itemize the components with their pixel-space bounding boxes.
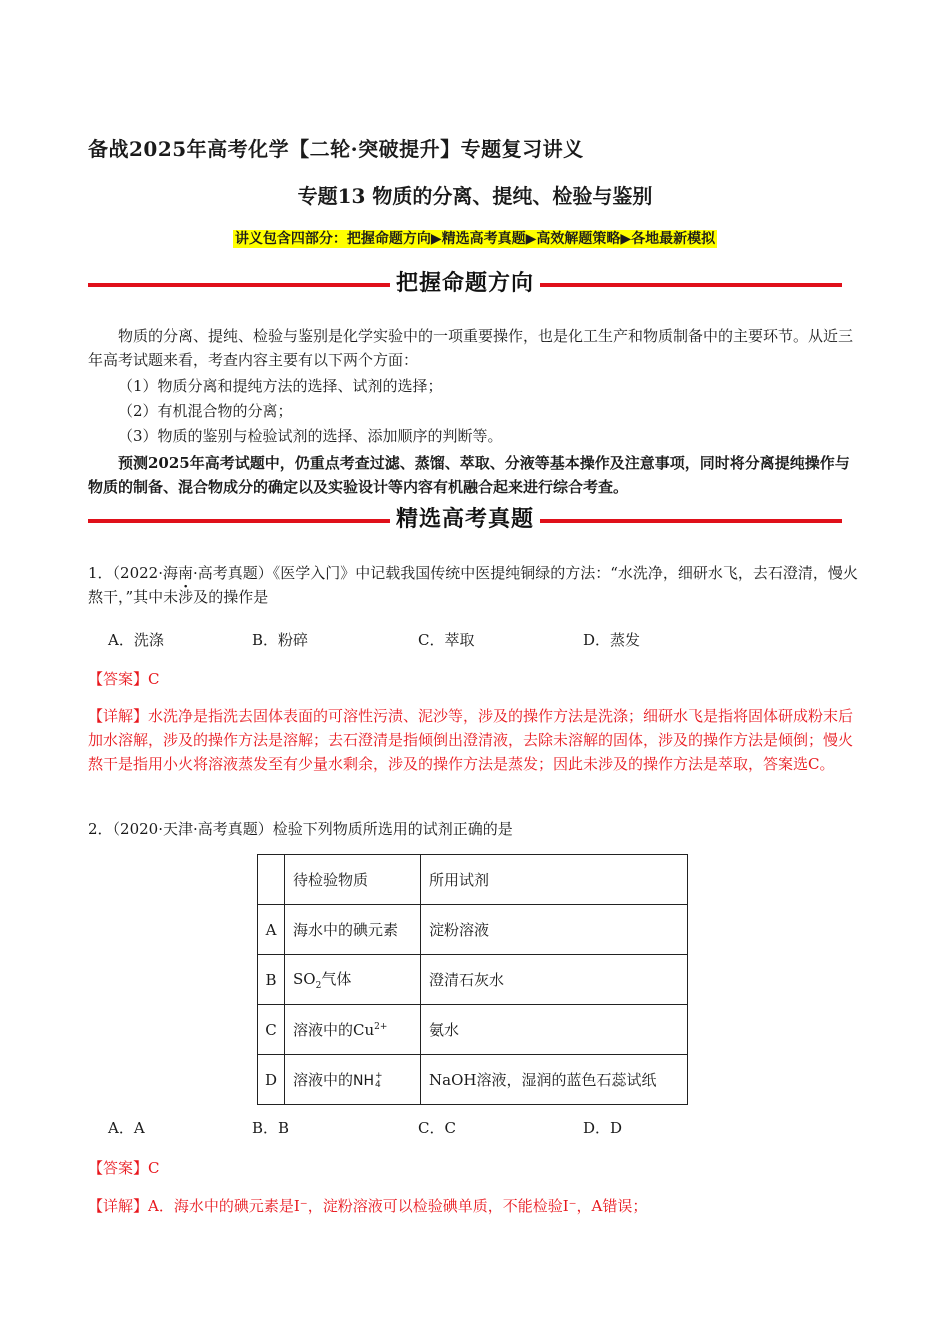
answer-label: 【答案】 <box>88 1159 149 1177</box>
option-b: B．粉碎 <box>252 631 309 649</box>
row-label: C <box>258 1005 285 1055</box>
stem-text: 1．（2022·海南·高考真题）《医学入门》中记载我国传统中医提纯铜绿的方法：“水洗净，细研水飞，去石澄清，慢火熬干，”其中 <box>88 564 858 606</box>
direction-paragraph: 物质的分离、提纯、检验与鉴别是化学实验中的一项重要操作，也是化工生产和物质制备中的主要环节。从近三年高考试题来看，考查内容主要有以下两个方面： <box>88 327 854 369</box>
topic-title: 专题13 物质的分离、提纯、检验与鉴别 <box>297 184 653 208</box>
option-d: D．蒸发 <box>583 631 641 649</box>
row-reagent: 氨水 <box>421 1005 688 1055</box>
formula-superscript: 2+ <box>374 1022 388 1032</box>
row-reagent: 淀粉溶液 <box>421 905 688 955</box>
detail-text: 水洗净是指洗去固体表面的可溶性污渍、泥沙等，涉及的操作方法是洗涤；细研水飞是指将固体研成粉末后加水溶解，涉及的操作方法是溶解；去石澄清是指倾倒出澄清液，去除未溶解的固体，涉及的操作方法是倾倒；慢火熬干是指用小火将溶液蒸发至有少量水剩余，涉及的操作方法是蒸发；因此未涉及的操作方法是萃取，答案选C。 <box>88 707 854 773</box>
question-2-options <box>108 1117 808 1141</box>
ion-count: 4 <box>375 1080 381 1090</box>
option-a: A．A <box>108 1119 145 1137</box>
table-header-row <box>258 855 688 905</box>
ion-scripts <box>375 1072 383 1090</box>
question-1-detail <box>88 704 863 776</box>
question-1-answer <box>88 667 863 691</box>
option-b: B．B <box>252 1119 290 1137</box>
answer-value: C <box>148 1159 160 1177</box>
formula-main: 溶液中的Cu <box>293 1021 375 1039</box>
emphasis-dotted <box>163 588 208 606</box>
row-substance <box>285 955 421 1005</box>
question-2-detail <box>88 1194 863 1218</box>
row-substance <box>285 1005 421 1055</box>
row-label: B <box>258 955 285 1005</box>
row-reagent: 澄清石灰水 <box>421 955 688 1005</box>
direction-item-1: （1）物质分离和提纯方法的选择、试剂的选择； <box>118 377 443 395</box>
formula-main: SO <box>293 970 316 988</box>
detail-text: A．海水中的碘元素是I⁻，淀粉溶液可以检验碘单质，不能检验I⁻，A错误； <box>148 1197 648 1215</box>
intro-highlight: 讲义包含四部分：把握命题方向▶精选高考真题▶高效解题策略▶各地最新模拟 <box>234 231 716 247</box>
direction-item-3: （3）物质的鉴别与检验试剂的选择、添加顺序的判断等。 <box>118 427 503 445</box>
prediction-paragraph: 预测2025年高考试题中，仍重点考查过滤、蒸馏、萃取、分液等基本操作及注意事项，同时将分离提纯操作与物质的制备、混合物成分的确定以及实验设计等内容有机融合起来进行综合考查。 <box>88 454 850 496</box>
table-header-reagent: 所用试剂 <box>421 855 688 905</box>
section-banner-direction <box>88 266 842 306</box>
detail-label: 【详解】 <box>88 707 149 725</box>
direction-item-2: （2）有机混合物的分离； <box>118 402 293 420</box>
formula-tail: 气体 <box>321 970 352 988</box>
table-row <box>258 905 688 955</box>
question-1-options <box>108 629 808 653</box>
document-title: 备战2025年高考化学【二轮·突破提升】专题复习讲义 <box>88 137 584 161</box>
emphasis-text: 未涉及 <box>163 588 209 606</box>
stem-text-end: 的操作是 <box>208 588 269 606</box>
table-row <box>258 955 688 1005</box>
ion-symbol: NH <box>353 1073 375 1089</box>
answer-value: C <box>148 670 160 688</box>
table-row <box>258 1055 688 1105</box>
option-d: D．D <box>583 1119 623 1137</box>
table-cell <box>258 855 285 905</box>
formula-subscript: 2 <box>315 981 322 991</box>
option-c: C．萃取 <box>418 631 475 649</box>
option-c: C．C <box>418 1119 456 1137</box>
answer-label: 【答案】 <box>88 670 149 688</box>
question-1-stem <box>88 561 863 609</box>
detail-label: 【详解】 <box>88 1197 149 1215</box>
formula-main: 溶液中的 <box>293 1071 354 1089</box>
row-label: A <box>258 905 285 955</box>
question-2-answer <box>88 1156 863 1180</box>
table-header-substance: 待检验物质 <box>285 855 421 905</box>
banner-label: 精选高考真题 <box>390 502 540 538</box>
row-reagent: NaOH溶液，湿润的蓝色石蕊试纸 <box>421 1055 688 1105</box>
intro-line <box>0 228 950 248</box>
table-row <box>258 1005 688 1055</box>
question-2-stem: 2．（2020·天津·高考真题）检验下列物质所选用的试剂正确的是 <box>88 820 513 838</box>
banner-label: 把握命题方向 <box>390 266 540 302</box>
row-substance: 海水中的碘元素 <box>285 905 421 955</box>
option-a: A．洗涤 <box>108 631 164 649</box>
section-banner-exam <box>88 502 842 542</box>
row-label: D <box>258 1055 285 1105</box>
ammonium-formula <box>353 1073 383 1089</box>
row-substance <box>285 1055 421 1105</box>
question-2-table <box>257 854 688 1105</box>
ion-charge: + <box>375 1071 383 1081</box>
